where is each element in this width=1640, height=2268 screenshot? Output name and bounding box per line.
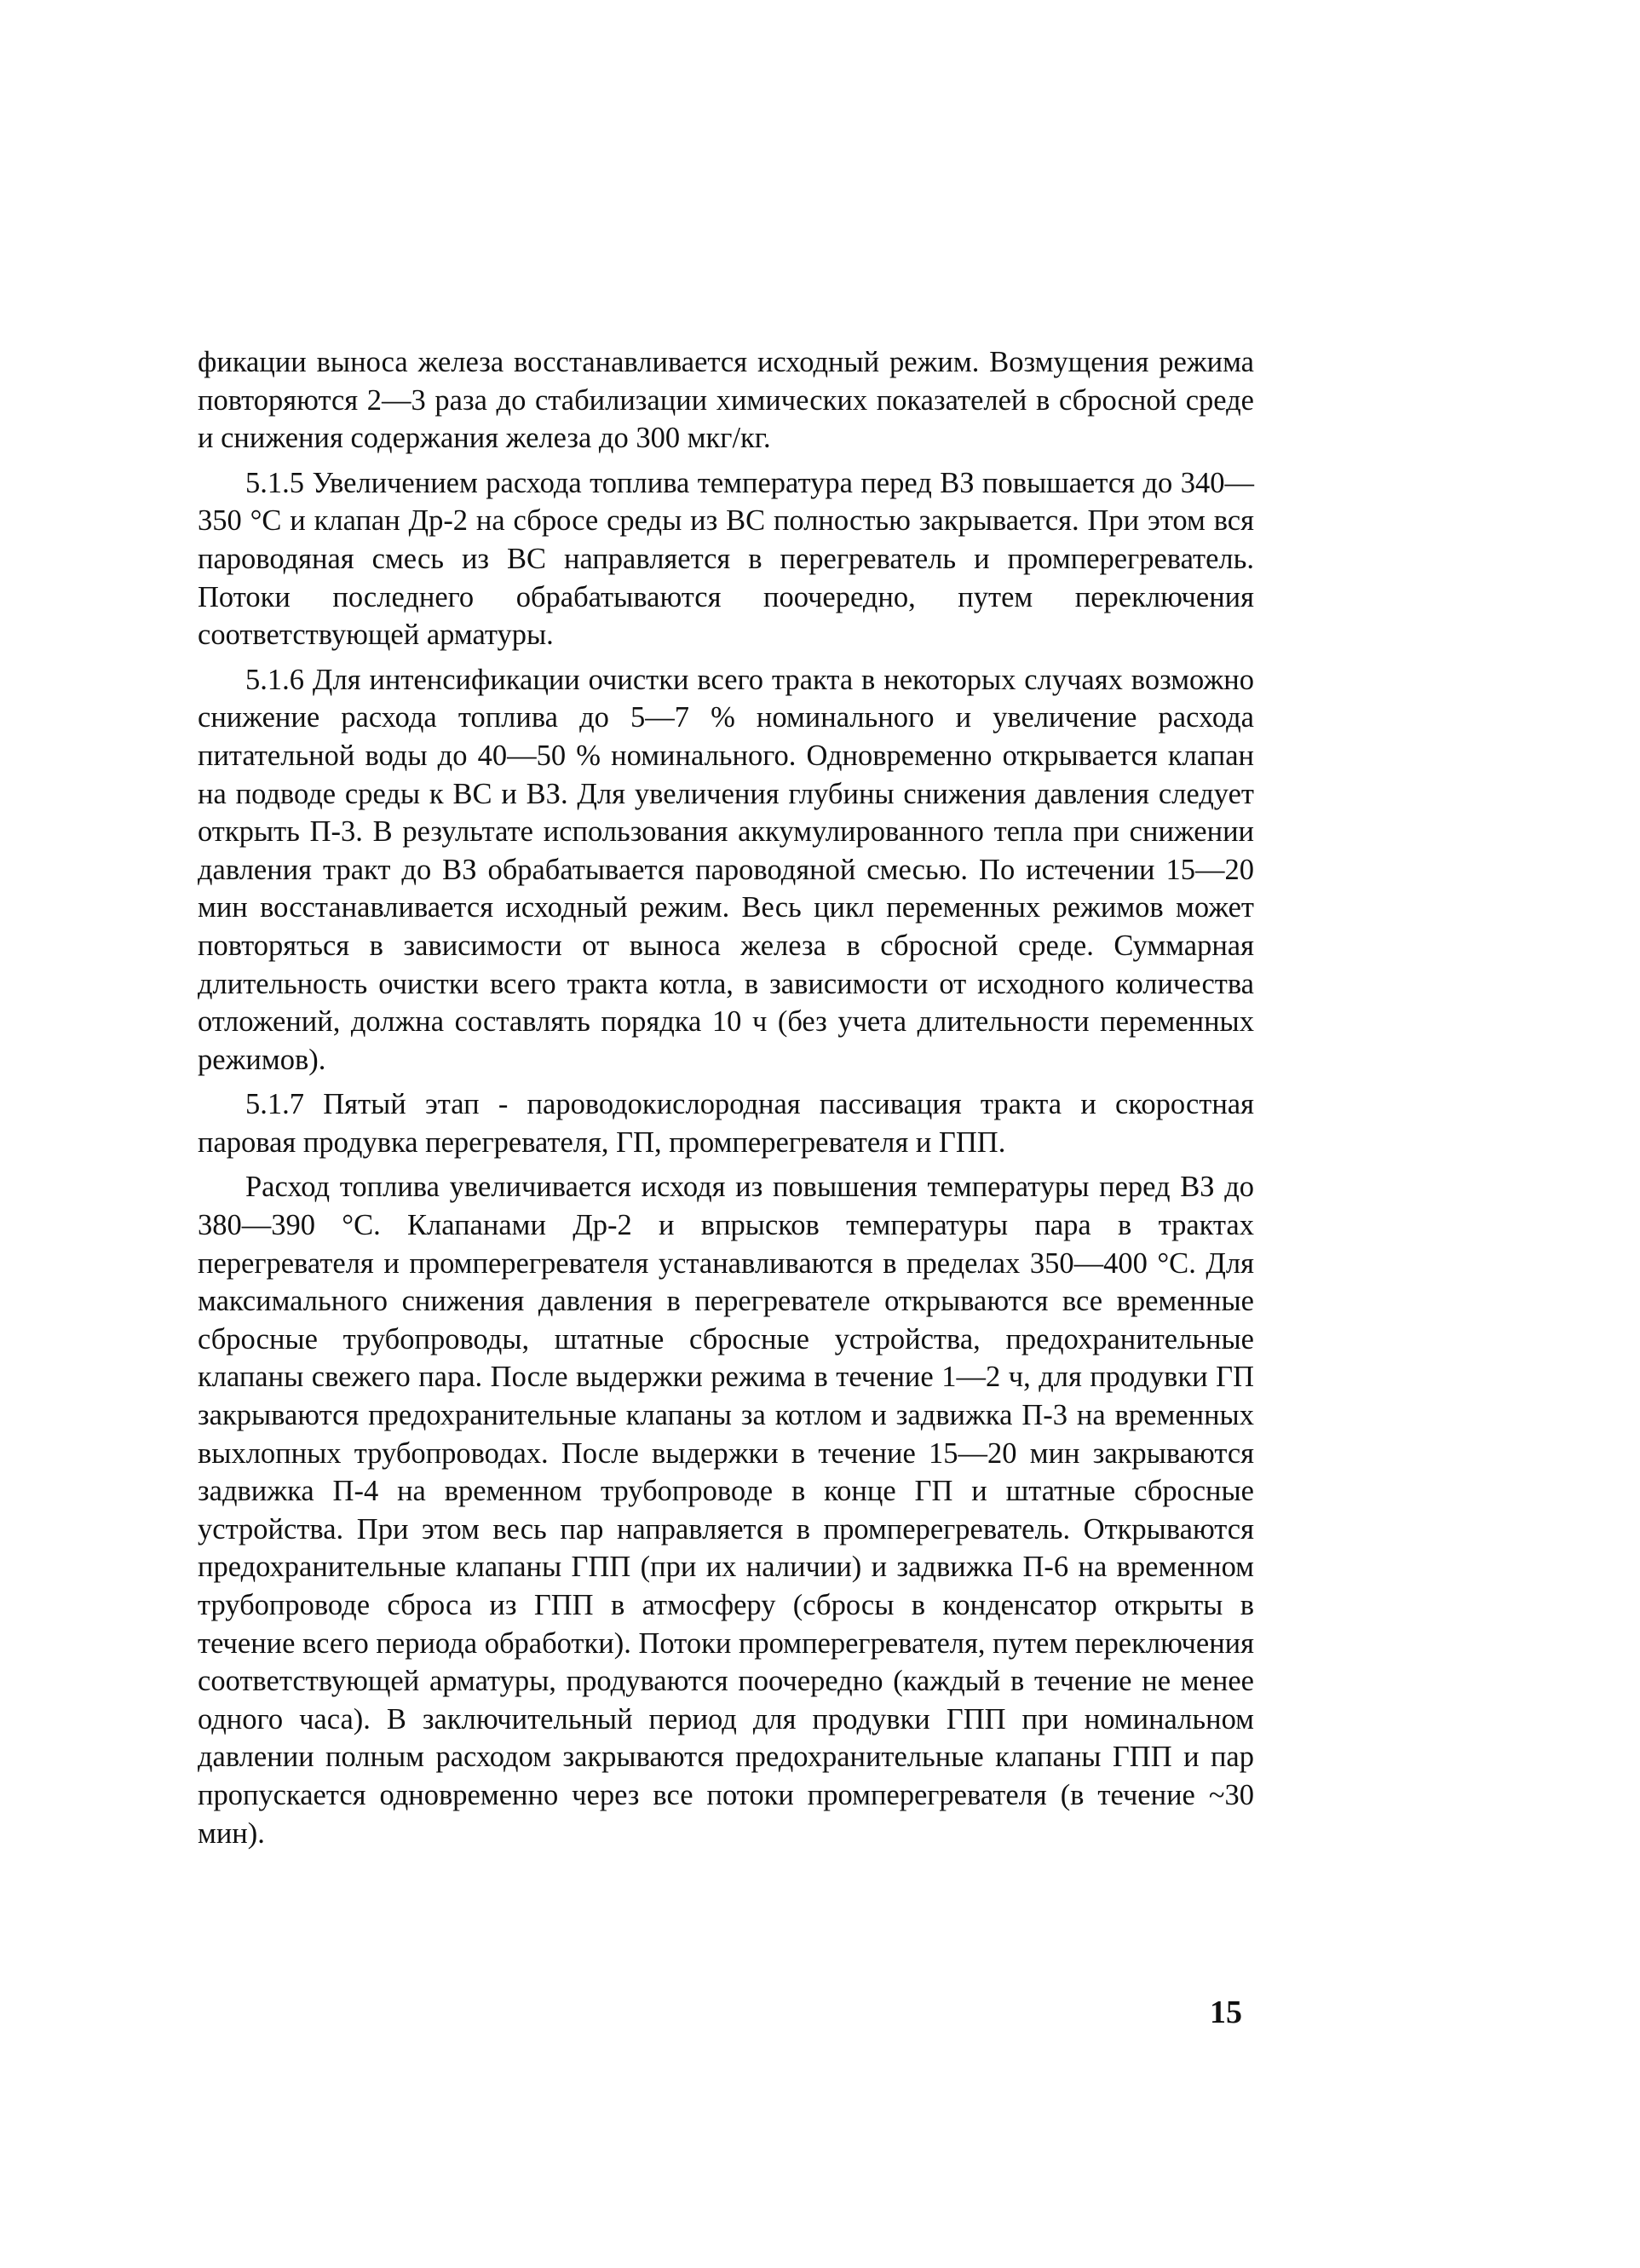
paragraph-fuel-consumption: Расход топлива увеличивается исходя из повышения температуры перед ВЗ до 380—390 °С. Клапанами Др-2 и впрысков температуры пара в трактах перегревателя и промперегревателя устанавливаются в пределах 350—400 °С. Для максимального снижения давления в перегревателе открываются все временные сбросные трубопроводы, штатные сбросные устройства, предохранительные клапаны свежего пара. После выдержки режима в течение 1—2 ч, для продувки ГП закрываются предохранительные клапаны за котлом и задвижка П-3 на временных выхлопных трубопроводах. После выдержки в течение 15—20 мин закрываются задвижка П-4 на временном трубопроводе в конце ГП и штатные сбросные устройства. При этом весь пар направляется в промперегреватель. Открываются предохранительные клапаны ГПП (при их наличии) и задвижка П-6 на временном трубопроводе сброса из ГПП в атмосферу (сбросы в конденсатор открыты в течение всего периода обработки). Потоки промперегревателя, путем переключения соответствующей арматуры, продуваются поочередно (каждый в течение не менее одного часа). В заключительный период для продувки ГПП при номинальном давлении полным расходом закрываются предохранительные клапаны ГПП и пар пропускается одновременно через все потоки промперегревателя (в течение ~30 мин). <box>198 1171 1254 1850</box>
page-number: 15 <box>1210 1995 1242 2030</box>
paragraph-5-1-6: 5.1.6 Для интенсификации очистки всего тракта в некоторых случаях возможно снижение расхода топлива до 5—7 % номинального и увеличение расхода питательной воды до 40—50 % номинального. Одновременно открывается клапан на подводе среды к ВС и ВЗ. Для увеличения глубины снижения давления следует открыть П-3. В результате использования аккумулированного тепла при снижении давления тракт до ВЗ обрабатывается пароводяной смесью. По истечении 15—20 мин восстанавливается исходный режим. Весь цикл переменных режимов может повторяться в зависимости от выноса железа в сбросной среде. Суммарная длительность очистки всего тракта котла, в зависимости от исходного количества отложений, должна составлять порядка 10 ч (без учета длительности переменных режимов). <box>198 663 1254 1076</box>
paragraph-continuation: фикации выноса железа восстанавливается исходный режим. Возмущения режима повторяются 2—3 раза до стабилизации химических показателей в сбросной среде и снижения содержания железа до 300 мкг/кг. <box>198 346 1254 455</box>
paragraph-5-1-5: 5.1.5 Увеличением расхода топлива температура перед ВЗ повышается до 340—350 °С и клапан Др-2 на сбросе среды из ВС полностью закрывается. При этом вся пароводяная смесь из ВС направляется в перегреватель и промперегреватель. Потоки последнего обрабатываются поочередно, путем переключения соответствующей арматуры. <box>198 466 1254 652</box>
paragraph-5-1-7: 5.1.7 Пятый этап - пароводокислородная пассивация тракта и скоростная паровая продувка перегревателя, ГП, промперегревателя и ГПП. <box>198 1088 1254 1159</box>
body-text <box>198 343 1254 1859</box>
